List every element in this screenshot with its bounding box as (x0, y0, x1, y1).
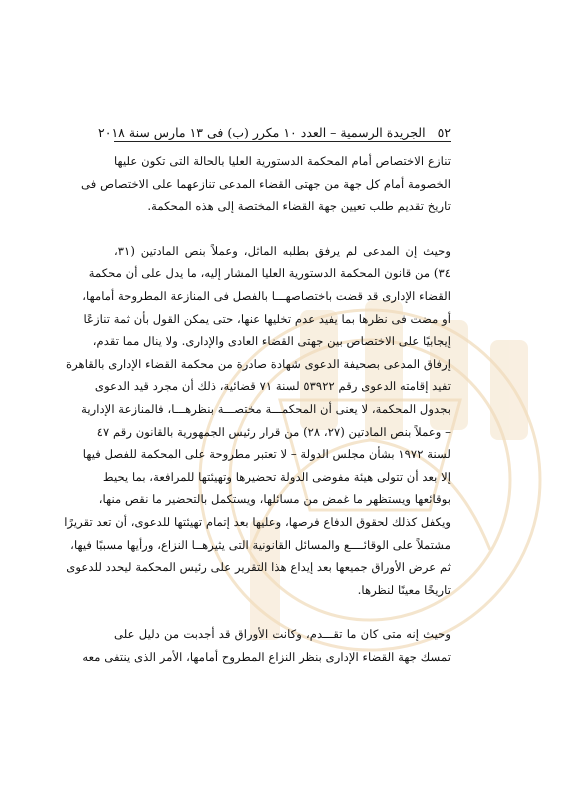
text-line: تمسك جهة القضاء الإدارى بنظر النزاع المطروح أمامها، الأمر الذى ينتفى معه (82, 649, 451, 664)
text-line: إرفاق المدعى بصحيفة الدعوى شهادة صادرة من محكمة القضاء الإدارى بالقاهرة (65, 356, 451, 371)
document-body (64, 150, 451, 668)
text-line: تفيد إقامته الدعوى رقم ٥٣٩٢٢ لسنة ٧١ قضائية، ذلك أن مجرد قيد الدعوى (94, 379, 451, 394)
text-line: إيجابيًا على الاختصاص بين جهتى القضاء العادى والإدارى. ولا ينال مما تقدم، (92, 334, 451, 349)
text-line: مشتملاً على الوقائــــع والمسائل القانونية التى يثيرهــا النزاع، ورأيها مسببًا فيها، (70, 537, 451, 552)
header-rule (114, 141, 451, 142)
text-line: القضاء الإدارى قد قضت باختصاصهـــا بالفصل فى المنازعة المطروحة أمامها، (82, 288, 451, 303)
text-line: بجدول المحكمة، لا يعنى أن المحكمـــة مختصـــة بنظرهـــا، فالمنازعة الإدارية (81, 401, 451, 416)
text-line: وحيث إن المدعى لم يرفق بطلبه الماثل، وعملاً بنص المادتين (٣١، (114, 243, 451, 258)
text-line: – وعملاً بنص المادتين (٢٧، ٢٨) من قرار رئيس الجمهورية بالقانون رقم ٤٧ (96, 424, 451, 439)
text-line: الخصومة أمام كل جهة من جهتى القضاء المدعى تنازعهما على الاختصاص فى (81, 176, 451, 191)
text-line: بوقائعها ويستظهر ما غمض من مسائلها، ويستكمل بالتحضير ما نقص منها، (98, 492, 451, 507)
paragraph-3 (82, 623, 451, 668)
text-line: ثم عرض الأوراق جميعها بعد إيداع هذا التقرير على رئيس المحكمة ليحدد للدعوى (66, 560, 451, 575)
page-number: ٥٢ (437, 125, 451, 140)
text-line: أو مضت فى نظرها بما يفيد عدم تخليها عنها، حتى يمكن القول بأن ثمة تنازعًا (83, 311, 451, 326)
text-line: إلا بعد أن تتولى هيئة مفوضى الدولة تحضيرها وتهيئتها للمرافعة، بما يحيط (102, 469, 451, 484)
page-header (98, 118, 451, 140)
gazette-title: الجريدة الرسمية – العدد ١٠ مكرر (ب) فى ١٣ مارس سنة ٢٠١٨ (98, 125, 426, 140)
text-line: لسنة ١٩٧٢ بشأن مجلس الدولة – لا تعتبر مطروحة على المحكمة للفصل فيها (82, 447, 451, 462)
text-line: تنازع الاختصاص أمام المحكمة الدستورية العليا بالحالة التى تكون عليها (114, 154, 451, 168)
paragraph-2 (64, 240, 451, 602)
text-line: وحيث إنه متى كان ما تقـــدم، وكانت الأوراق قد أجدبت من دليل على (114, 627, 451, 642)
text-line: تاريخًا معينًا لنظرها. (357, 582, 451, 597)
paragraph-1 (81, 150, 451, 218)
text-line: تاريخ تقديم طلب تعيين جهة القضاء المختصة إلى هذه المحكمة. (147, 199, 451, 214)
text-line: ويكفل كذلك لحقوق الدفاع فرصها، وعليها بعد إتمام تهيئتها للدعوى، أن تعد تقريرًا (64, 514, 451, 529)
text-line: ٣٤) من قانون المحكمة الدستورية العليا المشار إليه، ما يدل على أن محكمة (88, 266, 451, 281)
